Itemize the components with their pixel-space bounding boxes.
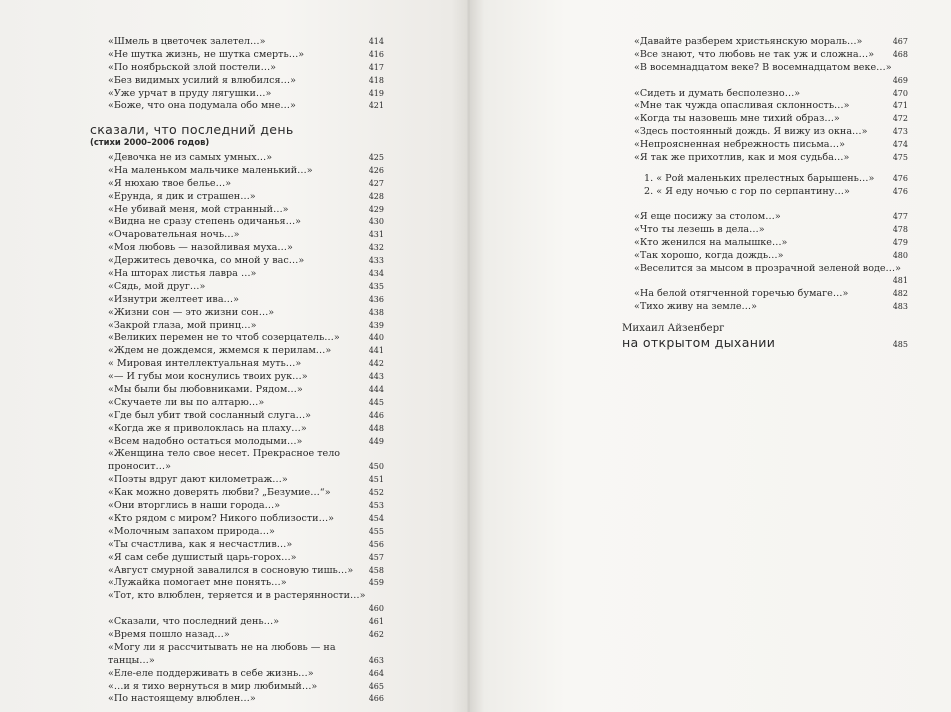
toc-entry: [108, 268, 384, 281]
toc-entry-page: 464: [368, 668, 384, 678]
toc-entry: [108, 165, 384, 178]
toc-entry-title: «Мне так чужда опасливая склонность…»: [634, 100, 850, 112]
toc-entry-title: «Тот, кто влюблен, теряется и в растерянности…»: [108, 590, 366, 602]
toc-entry: [108, 62, 384, 75]
toc-entry: [108, 397, 384, 410]
toc-entry-page: 465: [368, 681, 384, 691]
toc-entry-title: «На белой отягченной горечью бумаге…»: [634, 288, 849, 300]
toc-entry-page: 476: [892, 186, 908, 196]
toc-list-continued: [108, 36, 384, 113]
toc-entry-page: 425: [368, 152, 384, 162]
toc-entry-page: 435: [368, 281, 384, 291]
toc-entry-title: «Великих перемен не то чтоб созерцатель…»: [108, 332, 340, 344]
toc-entry-page: 467: [892, 36, 908, 46]
toc-entry: [108, 178, 384, 191]
toc-entry: [108, 307, 384, 320]
toc-entry-page: 436: [368, 294, 384, 304]
toc-entry-page: 468: [892, 49, 908, 59]
toc-entry-title: 2. « Я еду ночью с гор по серпантину…»: [644, 185, 850, 197]
toc-entry-page: 419: [368, 88, 384, 98]
section-page-number: 485: [892, 340, 908, 349]
toc-entry-title: «Поэты вдруг дают километраж…»: [108, 474, 288, 486]
toc-entry-title: 1. « Рой маленьких прелестных барышень…»: [644, 173, 875, 184]
toc-entry-page: 471: [892, 101, 908, 111]
toc-entry-page: 426: [368, 165, 384, 175]
toc-entry-title: «Сказали, что последний день…»: [108, 616, 280, 628]
toc-entry-page: 470: [892, 88, 908, 98]
toc-entry-title: «Сядь, мой друг…»: [108, 280, 206, 292]
toc-entry: [108, 152, 384, 165]
toc-entry: [108, 281, 384, 294]
toc-entry-title: «Закрой глаза, мой принц…»: [108, 319, 257, 331]
toc-entry-title: «Лужайка помогает мне понять…»: [108, 577, 287, 589]
toc-entry: [108, 565, 384, 578]
toc-entry-page: 456: [368, 539, 384, 549]
toc-entry-page: 428: [368, 191, 384, 201]
toc-entry-page: 451: [368, 475, 384, 485]
toc-entry: [108, 100, 384, 113]
toc-entry: [108, 500, 384, 513]
toc-entry: [108, 384, 384, 397]
toc-entry: [634, 152, 908, 165]
toc-entry: [108, 332, 384, 345]
toc-entry: [644, 173, 908, 186]
author-name: Михаил Айзенберг: [622, 323, 725, 334]
toc-entry-title: «Ерунда, я дик и страшен…»: [108, 190, 256, 202]
toc-entry-title: «Держитесь девочка, со мной у вас…»: [108, 255, 305, 267]
toc-entry: [108, 294, 384, 307]
toc-entry: [634, 263, 908, 289]
toc-list-right-numbered: [644, 173, 908, 199]
toc-entry: [634, 100, 908, 113]
toc-entry-page: 442: [368, 359, 384, 369]
toc-entry: [108, 49, 384, 62]
toc-entry: [108, 539, 384, 552]
toc-entry-page: 434: [368, 269, 384, 278]
toc-entry-title: «Так хорошо, когда дождь…»: [634, 249, 784, 261]
toc-entry-page: 430: [368, 217, 384, 227]
toc-entry-title: «Могу ли я рассчитывать не на любовь — на танцы…»: [108, 641, 336, 666]
toc-entry: [108, 36, 384, 49]
toc-entry-page: 458: [368, 565, 384, 575]
toc-entry-title: «На шторах листья лавра …»: [108, 268, 257, 280]
toc-entry-page: 453: [368, 501, 384, 511]
toc-entry: [108, 616, 384, 629]
toc-entry-page: 417: [368, 62, 384, 72]
toc-entry: [108, 358, 384, 371]
toc-entry: [108, 526, 384, 539]
section-title-2: на открытом дыхании: [622, 335, 776, 350]
toc-entry-title: «Не убивай меня, мой странный…»: [108, 203, 289, 215]
toc-entry-page: 461: [368, 617, 384, 627]
toc-entry-page: 418: [368, 75, 384, 85]
toc-entry-title: «Когда ты назовешь мне тихий образ…»: [634, 113, 840, 125]
toc-entry: [108, 590, 384, 616]
toc-entry: [108, 191, 384, 204]
toc-entry: [108, 75, 384, 88]
toc-entry-page: 429: [368, 204, 384, 214]
toc-entry-page: 440: [368, 333, 384, 343]
toc-entry-title: «Я нюхаю твое белье…»: [108, 177, 232, 189]
toc-entry-page: 469: [892, 75, 908, 85]
toc-entry-title: «Время пошло назад…»: [108, 628, 230, 640]
toc-entry: [108, 642, 384, 668]
toc-entry-page: 450: [368, 462, 384, 472]
toc-entry-page: 421: [368, 101, 384, 111]
toc-entry: [108, 474, 384, 487]
toc-entry-title: «Непроясненная небрежность письма…»: [634, 139, 845, 151]
toc-entry: [108, 88, 384, 101]
toc-entry-title: «Очаровательная ночь…»: [108, 229, 240, 241]
toc-entry: [634, 211, 908, 224]
toc-entry-title: «Здесь постоянный дождь. Я вижу из окна…»: [634, 126, 868, 138]
toc-entry-page: 472: [892, 114, 908, 124]
toc-entry-page: 477: [892, 211, 908, 221]
toc-entry-page: 427: [368, 178, 384, 188]
toc-entry-title: «По настоящему влюблен…»: [108, 693, 256, 705]
toc-entry-page: 443: [368, 372, 384, 382]
toc-entry-title: «Изнутри желтеет ива…»: [108, 293, 239, 305]
toc-entry-title: «На маленьком мальчике маленький…»: [108, 164, 313, 176]
toc-entry: [634, 237, 908, 250]
toc-entry: [634, 36, 908, 49]
toc-entry-title: «Девочка не из самых умных…»: [108, 152, 273, 163]
toc-entry-page: 439: [368, 320, 384, 330]
toc-entry-page: 432: [368, 243, 384, 253]
toc-entry: [108, 436, 384, 449]
toc-entry-title: «По ноябрьской злой постели…»: [108, 61, 277, 73]
toc-entry-page: 482: [892, 289, 908, 299]
toc-entry-title: «Ты счастлива, как я несчастлив…»: [108, 538, 293, 550]
toc-entry-title: «Кто женился на малышке…»: [634, 236, 788, 248]
toc-entry-title: «Все знают, что любовь не так уж и сложна…»: [634, 48, 875, 60]
toc-entry: [634, 250, 908, 263]
toc-entry: [108, 345, 384, 358]
toc-entry: [634, 139, 908, 152]
toc-entry-title: «Всем надобно остаться молодыми…»: [108, 435, 303, 447]
toc-entry-page: 462: [368, 629, 384, 639]
toc-entry-page: 459: [368, 578, 384, 588]
toc-entry-page: 449: [368, 436, 384, 446]
toc-entry-page: 444: [368, 385, 384, 395]
toc-entry: [108, 513, 384, 526]
toc-entry-title: «…и я тихо вернуться в мир любимый…»: [108, 680, 318, 692]
toc-entry: [108, 410, 384, 423]
toc-entry-title: «Ждем не дождемся, жмемся к перилам…»: [108, 345, 332, 357]
toc-entry-title: «Я еще посижу за столом…»: [634, 211, 781, 222]
toc-entry: [108, 255, 384, 268]
toc-entry-title: «Тихо живу на земле…»: [634, 301, 757, 313]
toc-entry-page: 433: [368, 256, 384, 266]
toc-entry: [108, 448, 384, 474]
toc-entry: [108, 320, 384, 333]
toc-entry-page: 454: [368, 513, 384, 523]
toc-entry-title: «Без видимых усилий я влюбился…»: [108, 74, 296, 86]
toc-entry: [634, 88, 908, 101]
toc-entry-page: 466: [368, 694, 384, 704]
toc-entry-title: «Где был убит твой сосланный слуга…»: [108, 409, 312, 421]
toc-entry-title: «Я сам себе душистый царь-горох…»: [108, 551, 297, 563]
section-title: сказали, что последний день: [90, 122, 294, 137]
toc-entry: [634, 62, 908, 88]
toc-entry-page: 473: [892, 127, 908, 137]
toc-entry-title: «Как можно доверять любви? „Безумие…“»: [108, 487, 331, 499]
toc-entry-title: «Шмель в цветочек залетел…»: [108, 36, 266, 47]
toc-entry-page: 478: [892, 224, 908, 234]
toc-entry: [108, 423, 384, 436]
toc-entry: [634, 126, 908, 139]
toc-entry-title: «Давайте разберем христьянскую мораль…»: [634, 36, 863, 47]
toc-entry: [108, 487, 384, 500]
toc-entry: [108, 681, 384, 694]
toc-entry-title: «Уже урчат в пруду лягушки…»: [108, 87, 272, 99]
toc-entry-page: 445: [368, 397, 384, 407]
toc-entry-title: «Что ты лезешь в дела…»: [634, 223, 765, 235]
toc-entry-page: 483: [892, 302, 908, 312]
toc-entry: [634, 288, 908, 301]
toc-entry-page: 479: [892, 237, 908, 247]
toc-entry-title: «— И губы мои коснулись твоих рук…»: [108, 371, 308, 383]
toc-entry-page: 474: [892, 140, 908, 150]
section-subtitle: (стихи 2000–2006 годов): [90, 137, 210, 147]
toc-entry-title: «Не шутка жизнь, не шутка смерть…»: [108, 48, 305, 60]
toc-entry-page: 481: [892, 276, 908, 286]
toc-entry-page: 460: [368, 604, 384, 614]
toc-list-right-c: [634, 211, 908, 314]
toc-entry: [108, 577, 384, 590]
toc-entry-page: 455: [368, 526, 384, 536]
toc-entry-page: 414: [368, 36, 384, 46]
toc-entry: [108, 693, 384, 706]
toc-entry: [108, 371, 384, 384]
toc-entry: [108, 552, 384, 565]
toc-entry: [108, 668, 384, 681]
toc-entry-title: «Еле-еле поддерживать в себе жизнь…»: [108, 667, 314, 679]
left-page: [0, 0, 470, 712]
toc-entry-page: 448: [368, 423, 384, 433]
toc-entry-title: «Когда же я приволоклась на плаху…»: [108, 422, 307, 434]
toc-entry-title: «Женщина тело свое несет. Прекрасное тело проносит…»: [108, 448, 341, 473]
toc-entry: [108, 242, 384, 255]
toc-entry-title: «Жизни сон — это жизни сон…»: [108, 306, 275, 318]
toc-entry: [634, 301, 908, 314]
toc-entry-page: 452: [368, 488, 384, 498]
toc-entry-page: 463: [368, 655, 384, 665]
toc-entry: [108, 216, 384, 229]
toc-entry-title: «Мы были бы любовниками. Рядом…»: [108, 384, 303, 396]
toc-entry-title: «Кто рядом с миром? Никого поблизости…»: [108, 512, 335, 524]
toc-entry-title: «Сидеть и думать бесполезно…»: [634, 87, 801, 99]
toc-entry: [108, 204, 384, 217]
toc-entry-title: «В восемнадцатом веке? В восемнадцатом веке…»: [634, 61, 892, 73]
toc-entry: [644, 186, 908, 199]
toc-entry-title: «Они вторглись в наши города…»: [108, 500, 281, 512]
toc-entry-page: 457: [368, 552, 384, 562]
toc-entry-page: 441: [368, 346, 384, 356]
toc-list-section: [108, 152, 384, 706]
toc-entry-title: «Скучаете ли вы по алтарю…»: [108, 396, 265, 408]
toc-entry-title: «Моя любовь — назойливая муха…»: [108, 242, 293, 254]
toc-entry: [108, 229, 384, 242]
toc-entry-page: 438: [368, 307, 384, 317]
toc-entry-title: « Мировая интеллектуальная муть…»: [108, 358, 302, 370]
toc-entry-title: «Август смурной завалился в сосновую тишь…»: [108, 564, 354, 576]
toc-entry-page: 431: [368, 230, 384, 240]
toc-entry-page: 446: [368, 410, 384, 420]
toc-entry-page: 480: [892, 250, 908, 260]
toc-entry-title: «Видна не сразу степень одичанья…»: [108, 216, 302, 228]
toc-entry-title: «Молочным запахом природа…»: [108, 525, 275, 537]
toc-entry: [634, 113, 908, 126]
toc-entry: [634, 49, 908, 62]
toc-entry-page: 475: [892, 153, 908, 163]
toc-entry-page: 416: [368, 49, 384, 59]
toc-entry: [634, 224, 908, 237]
toc-entry-page: 476: [892, 173, 908, 183]
toc-list-right-a: [634, 36, 908, 165]
toc-entry-title: «Боже, что она подумала обо мне…»: [108, 100, 296, 112]
toc-entry-title: «Я так же прихотлив, как и моя судьба…»: [634, 152, 850, 164]
toc-entry: [108, 629, 384, 642]
toc-entry-title: «Веселится за мысом в прозрачной зеленой воде…»: [634, 262, 902, 274]
